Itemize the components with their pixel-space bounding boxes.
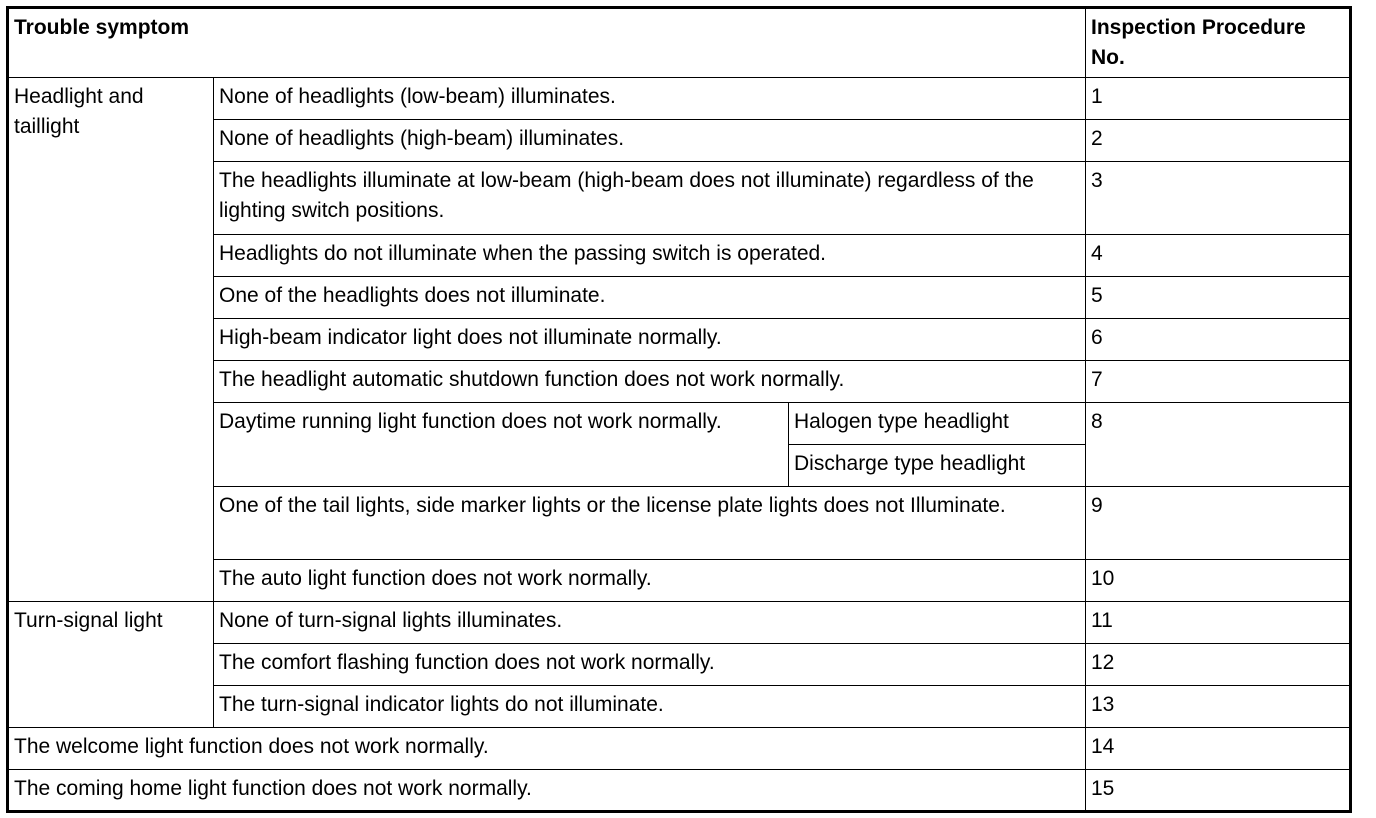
- symptom-cell: The headlight automatic shutdown function does not work normally.: [214, 361, 1086, 403]
- procedure-number: 7: [1086, 361, 1351, 403]
- symptom-cell-drl: Daytime running light function does not work normally.: [214, 403, 789, 487]
- symptom-cell: One of the headlights does not illuminate.: [214, 277, 1086, 319]
- symptom-cell: One of the tail lights, side marker lights or the license plate lights does not Illuminate.: [214, 487, 1086, 560]
- table-row: [8, 78, 1351, 120]
- table-row: [8, 770, 1351, 812]
- symptom-cell: None of headlights (low-beam) illuminates.: [214, 78, 1086, 120]
- symptom-cell: The comfort flashing function does not work normally.: [214, 644, 1086, 686]
- symptom-cell: The auto light function does not work normally.: [214, 560, 1086, 602]
- symptom-cell: None of turn-signal lights illuminates.: [214, 602, 1086, 644]
- procedure-number: 9: [1086, 487, 1351, 560]
- procedure-number: 6: [1086, 319, 1351, 361]
- trouble-symptom-table-wrapper: [6, 6, 1352, 813]
- header-trouble-symptom: Trouble symptom: [8, 8, 1086, 78]
- procedure-number: 3: [1086, 162, 1351, 235]
- symptom-cell: High-beam indicator light does not illuminate normally.: [214, 319, 1086, 361]
- symptom-cell: None of headlights (high-beam) illuminates.: [214, 120, 1086, 162]
- symptom-cell-full: The welcome light function does not work normally.: [8, 728, 1086, 770]
- procedure-number: 2: [1086, 120, 1351, 162]
- symptom-cell-full: The coming home light function does not work normally.: [8, 770, 1086, 812]
- header-inspection-procedure: Inspection Procedure No.: [1086, 8, 1351, 78]
- procedure-number: 12: [1086, 644, 1351, 686]
- table-header-row: [8, 8, 1351, 78]
- procedure-number: 13: [1086, 686, 1351, 728]
- symptom-cell: Headlights do not illuminate when the passing switch is operated.: [214, 235, 1086, 277]
- symptom-cell: The headlights illuminate at low-beam (high-beam does not illuminate) regardless of the lighting switch positions.: [214, 162, 1086, 235]
- subtype-discharge: Discharge type headlight: [789, 445, 1086, 487]
- table-row: [8, 728, 1351, 770]
- procedure-number: 11: [1086, 602, 1351, 644]
- trouble-symptom-table: [6, 6, 1352, 813]
- procedure-number: 14: [1086, 728, 1351, 770]
- procedure-number: 10: [1086, 560, 1351, 602]
- table-row: [8, 602, 1351, 644]
- procedure-number: 5: [1086, 277, 1351, 319]
- group-turn-signal-light: Turn-signal light: [8, 602, 214, 728]
- group-headlight-taillight: Headlight and taillight: [8, 78, 214, 602]
- procedure-number: 4: [1086, 235, 1351, 277]
- procedure-number: 15: [1086, 770, 1351, 812]
- symptom-cell: The turn-signal indicator lights do not illuminate.: [214, 686, 1086, 728]
- subtype-halogen: Halogen type headlight: [789, 403, 1086, 445]
- procedure-number: 1: [1086, 78, 1351, 120]
- procedure-number: 8: [1086, 403, 1351, 487]
